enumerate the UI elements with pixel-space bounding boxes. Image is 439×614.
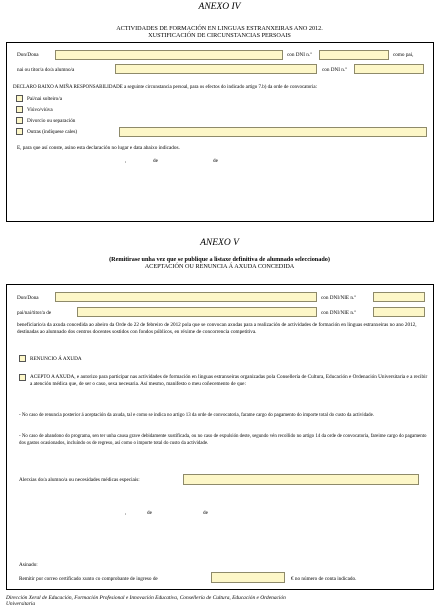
annex5-date-comma: , [125, 510, 127, 516]
annex5-remit-label: Remitir por correo certificado xunto co comprobante de ingreso de [19, 576, 158, 582]
annex4-closing: E, para que así conste, asino esta declaración no lugar e data abaixo indicados. [17, 145, 180, 151]
annex4-dni2-field[interactable] [354, 64, 424, 74]
annex4-declaration: DECLARO BAIXO A MIÑA RESPONSABILIDADE a seguinte circunstancia persoal, para os efectos do indicado artigo 7.b) da orde de convocatoria: [13, 85, 317, 90]
annex4-subtitle-line1: ACTIVIDADES DE FORMACIÓN EN LINGUAS ESTRANXEIRAS ANO 2012. [116, 25, 323, 32]
annex4-option-label-3: Divorcio ou separación [27, 118, 76, 124]
annex5-dninie2-field[interactable] [373, 307, 425, 317]
annex5-allergies-label: Alerxias do/a alumno/a ou necesidades médicas especiais: [19, 477, 140, 483]
annex4-dondona-field[interactable] [55, 50, 283, 60]
annex5-dninie2-label: con DNI/NIE n.º [321, 310, 356, 316]
annex5-renuncia-checkbox[interactable] [19, 355, 26, 362]
annex5-renuncia-label: RENUNCIO Á AXUDA [30, 356, 82, 362]
annex4-option-checkbox-3[interactable] [16, 117, 23, 124]
annex5-dninie-field[interactable] [373, 292, 425, 302]
annex4-dni-field[interactable] [319, 50, 389, 60]
annex4-option-label-2: Viúvo/viúva [27, 107, 53, 113]
annex4-nai-titor-label: nai ou titor/a do/a alumno/a [17, 67, 75, 73]
annex5-dondona-field[interactable] [55, 292, 317, 302]
footer-line2: Universitaria [6, 601, 36, 608]
annex4-option-label-1: Pai/nai solteiro/a [27, 96, 63, 102]
annex5-panel [6, 284, 434, 590]
annex5-allergies-field[interactable] [183, 474, 419, 485]
annex4-dni-label: con DNI n.º [287, 52, 312, 58]
annex5-beneficiary-text: beneficiario/a da axuda concedida ao abeiro da Orde do 22 de febreiro de 2012 pola que se convocan axudas para a realización de actividades de formación en linguas estranxeiras no ano 2012, destinadas ao alumnado dos centros docentes sostidos con fondos públicos, en réxime de concorrencia competitiva. [17, 322, 417, 335]
annex4-option-label-4: Outras (indíquese cales) [27, 129, 78, 135]
annex4-option-checkbox-1[interactable] [16, 95, 23, 102]
annex4-alumno-field[interactable] [115, 64, 317, 74]
annex5-pai-titor-field[interactable] [77, 307, 317, 317]
annex4-title: ANEXO IV [198, 2, 241, 12]
footer-line1: Dirección Xeral de Educación, Formación Profesional e Innovación Educativa, Consellería de Cultura, Educación e Ordenación [6, 595, 286, 601]
annex4-date-de2: de [213, 158, 218, 164]
annex5-dondona-label: Don/Dona [17, 295, 39, 301]
annex4-option-checkbox-2[interactable] [16, 106, 23, 113]
annex5-remit-suffix: € no número de conta indicado. [291, 576, 357, 582]
annex5-subtitle-line2: ACEPTACIÓN OU RENUNCIA Á AXUDA CONCEDIDA [144, 263, 295, 270]
annex5-dninie-label: con DNI/NIE n.º [321, 295, 356, 301]
annex4-subtitle-line2: XUSTIFICACIÓN DE CIRCUNSTANCIAS PERSOAIS [148, 32, 291, 39]
annex4-dondona-label: Don/Dona [17, 52, 39, 58]
annex4-option-checkbox-4[interactable] [16, 128, 23, 135]
annex4-date-de1: de [153, 158, 158, 164]
annex5-acepto-text: ACEPTO A AXUDA, e autorizo para participar nas actividades de formación en linguas estranxeiras organizadas pola Consellería de Cultura, Educación e Ordenación Universitaria e a recibir a atención médica que, de ser o caso, sexa necesaria. Así mesmo, manifesto o meu coñecemento de que: [30, 374, 428, 387]
annex5-subtitle-line1: (Remitirase unha vez que se publique a listaxe definitiva de alumnado seleccionado) [109, 256, 330, 263]
annex5-title: ANEXO V [200, 238, 239, 248]
annex5-date-de2: de [203, 510, 208, 516]
annex5-acepto-checkbox[interactable] [19, 374, 26, 381]
annex4-dni2-label: con DNI n.º [322, 67, 347, 73]
annex5-pai-titor-label: pai/nai/titor/a de [17, 310, 52, 316]
footer [6, 595, 434, 607]
annex4-date-comma: , [125, 158, 127, 164]
annex5-date-de1: de [147, 510, 152, 516]
annex5-bullet-renuncia: - No caso de renuncia posterior á aceptación da axuda, tal e como se indica no artigo 13 da orde de convocatoria, farame cargo do pagamento do importe total do custo da actividade. [19, 413, 375, 418]
annex5-bullet-abandono: - No caso de abandono do programa, sen ter unha causa grave debidamente xustificada, ou no caso de expulsión deste, segundo vén recollido no artigo 14 da orde de convocatoria, fareime cargo do pagamento dos gastos ocasionados, incluíndo os de regreso, así como o importe total do custo da actividade. [19, 434, 427, 446]
annex4-other-field[interactable] [119, 127, 427, 137]
annex4-panel [6, 42, 434, 222]
annex5-signed-label: Asinado: [19, 562, 38, 568]
annex5-amount-field[interactable] [211, 572, 285, 583]
annex4-como-pai-label: como pai, [393, 52, 414, 58]
